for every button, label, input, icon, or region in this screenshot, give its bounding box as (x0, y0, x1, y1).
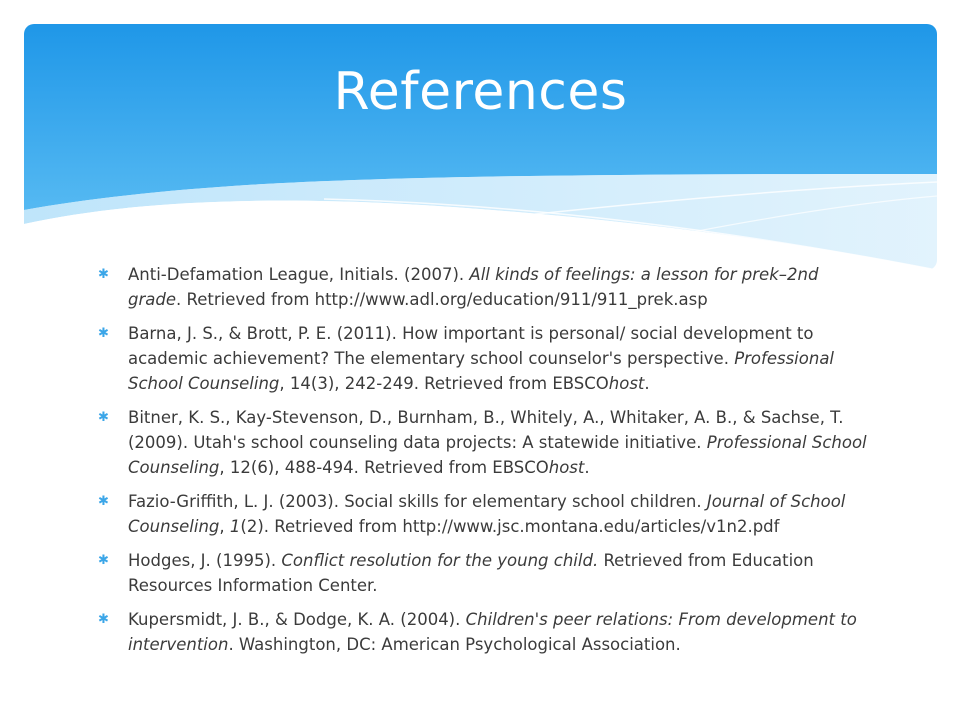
reference-item (98, 548, 876, 598)
bullet-icon: ✱ (98, 494, 109, 509)
reference-text: Kupersmidt, J. B., & Dodge, K. A. (2004). (128, 610, 466, 629)
reference-text: . (644, 374, 650, 393)
header-wave-graphic (24, 24, 937, 270)
reference-text: . Washington, DC: American Psychological Association. (228, 635, 681, 654)
reference-text: Anti-Defamation League, Initials. (2007). (128, 265, 470, 284)
reference-italic-text: All kinds of feelings: a lesson for prek–2nd grade (128, 265, 819, 309)
reference-text: . Retrieved from http://www.adl.org/education/911/911_prek.asp (176, 290, 708, 309)
reference-italic-text: Professional School Counseling (128, 433, 867, 477)
reference-text: Barna, J. S., & Brott, P. E. (2011). How important is personal/ social development to academic achievement? The elementary school counselor's perspective. (128, 324, 814, 368)
reference-item (98, 405, 876, 480)
bullet-icon: ✱ (98, 553, 109, 568)
reference-text: , 12(6), 488-494. Retrieved from EBSCO (219, 458, 549, 477)
slide-title: References (333, 62, 628, 122)
bullet-icon: ✱ (98, 326, 109, 341)
reference-text: Retrieved from Education Resources Information Center. (128, 551, 814, 595)
reference-italic-text: Conflict resolution for the young child. (281, 551, 599, 570)
bullet-icon: ✱ (98, 612, 109, 627)
bullet-icon: ✱ (98, 410, 109, 425)
reference-item (98, 489, 876, 539)
reference-italic-text: Professional School Counseling (128, 349, 835, 393)
reference-text: , (219, 517, 230, 536)
reference-italic-text: Children's peer relations: From development to intervention (128, 610, 857, 654)
reference-italic-text: host (548, 458, 585, 477)
reference-text: . (584, 458, 590, 477)
reference-italic-text: Journal of School Counseling (128, 492, 846, 536)
reference-item (98, 607, 876, 657)
reference-list (98, 262, 876, 666)
header-banner (24, 24, 937, 270)
reference-item (98, 262, 876, 312)
reference-text: Hodges, J. (1995). (128, 551, 282, 570)
reference-text: (2). Retrieved from http://www.jsc.montana.edu/articles/v1n2.pdf (240, 517, 780, 536)
reference-text: Fazio-Griffith, L. J. (2003). Social skills for elementary school children. (128, 492, 707, 511)
reference-italic-text: 1 (229, 517, 241, 536)
reference-text: , 14(3), 242-249. Retrieved from EBSCO (279, 374, 609, 393)
reference-italic-text: host (608, 374, 645, 393)
bullet-icon: ✱ (98, 267, 109, 282)
reference-text: Bitner, K. S., Kay-Stevenson, D., Burnham, B., Whitely, A., Whitaker, A. B., & Sachse, T. (2009). Utah's school counseling data projects: A statewide initiative. (128, 408, 844, 452)
reference-item (98, 321, 876, 396)
